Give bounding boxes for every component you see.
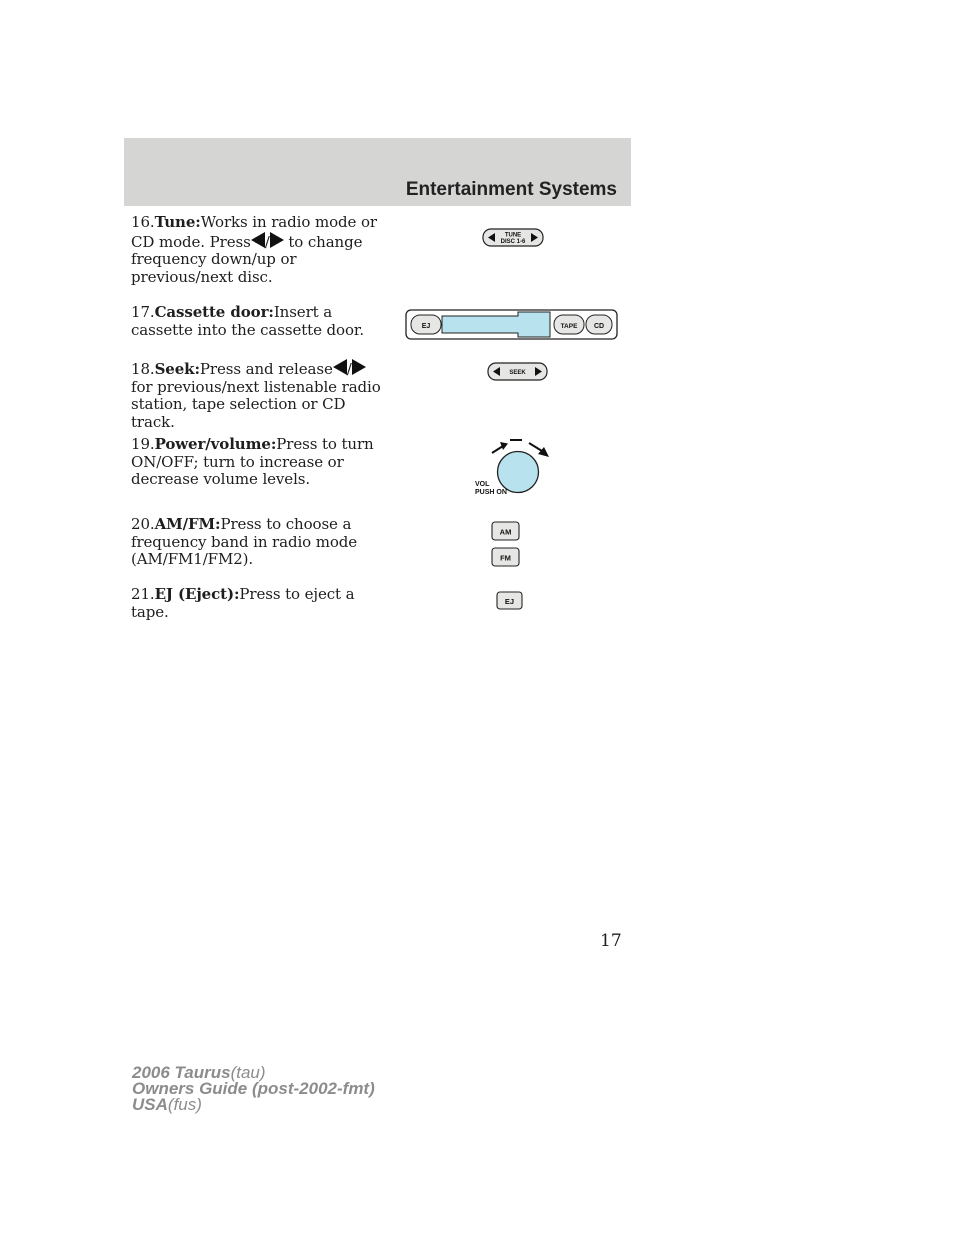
entry-text-continued: to change frequency down/up or previous/next disc. xyxy=(131,232,363,286)
entry-seek xyxy=(131,359,381,431)
entry-text: Press to turn ON/OFF; turn to increase or decrease volume levels. xyxy=(131,435,374,488)
volume-knob-illustration xyxy=(470,436,560,500)
cassette-door-illustration xyxy=(405,309,619,341)
footer-model: 2006 Taurus xyxy=(132,1063,231,1082)
entry-number: 18. xyxy=(131,360,155,378)
arrow-separator: / xyxy=(264,232,270,251)
volume-knob xyxy=(498,452,539,493)
entry-text: Insert a cassette into the cassette door. xyxy=(131,303,365,339)
rotate-arc-left xyxy=(492,446,503,453)
right-arrow-icon xyxy=(270,232,284,248)
entry-term: EJ (Eject): xyxy=(154,585,240,603)
seek-label: SEEK xyxy=(509,370,526,376)
entry-text: Press to eject a tape. xyxy=(131,585,355,621)
arrow-separator: / xyxy=(346,360,352,378)
rotate-arc-right xyxy=(529,443,542,451)
entry-number: 20. xyxy=(131,515,155,533)
footer-line-3 xyxy=(132,1097,375,1113)
entry-number: 19. xyxy=(131,435,155,453)
footer-guide: Owners Guide (post-2002-fmt) xyxy=(132,1079,375,1098)
cassette-slot xyxy=(442,312,550,337)
entry-term: Seek: xyxy=(154,360,200,378)
entry-am-fm xyxy=(131,516,381,569)
vol-label: VOL xyxy=(475,481,490,488)
eject-label: EJ xyxy=(504,597,515,606)
entry-text-continued: for previous/next listenable radio station, tape selection or CD track. xyxy=(131,377,381,431)
entry-term: Cassette door: xyxy=(154,303,274,321)
section-header xyxy=(124,138,631,206)
entry-term: AM/FM: xyxy=(154,515,221,533)
document-footer xyxy=(132,1065,375,1113)
entry-tune xyxy=(131,214,381,286)
entry-text: Press and release xyxy=(199,360,333,378)
section-title: Entertainment Systems xyxy=(405,179,617,200)
footer-model-code: (tau) xyxy=(230,1063,266,1082)
right-arrow-icon xyxy=(352,359,366,375)
entry-text: Works in radio mode or CD mode. Press xyxy=(131,213,377,251)
tune-label: TUNE xyxy=(504,232,522,239)
push-on-label: PUSH ON xyxy=(475,489,507,496)
seek-button-illustration xyxy=(485,361,551,383)
entry-cassette-door xyxy=(131,304,381,339)
entry-term: Tune: xyxy=(154,213,201,231)
entry-number: 17. xyxy=(131,303,155,321)
entry-number: 21. xyxy=(131,585,155,603)
fm-label: FM xyxy=(500,553,511,563)
entry-power-volume xyxy=(131,436,381,489)
entry-eject xyxy=(131,586,381,621)
tape-label: TAPE xyxy=(560,323,578,330)
footer-region-code: (fus) xyxy=(167,1095,202,1114)
ej-label: EJ xyxy=(421,323,431,330)
eject-button-illustration xyxy=(495,590,525,612)
page-number: 17 xyxy=(600,931,622,951)
am-label: AM xyxy=(499,527,512,537)
footer-region: USA xyxy=(132,1095,168,1114)
tune-button-illustration xyxy=(480,227,548,249)
disc-label: DISC 1-6 xyxy=(500,239,526,245)
entry-number: 16. xyxy=(131,213,155,231)
left-arrow-icon xyxy=(251,232,265,248)
am-fm-buttons-illustration xyxy=(490,520,522,570)
entry-text: Press to choose a frequency band in radio mode (AM/FM1/FM2). xyxy=(131,515,358,568)
left-arrow-icon xyxy=(333,359,347,375)
cd-label: CD xyxy=(593,323,605,330)
entry-term: Power/volume: xyxy=(154,435,277,453)
